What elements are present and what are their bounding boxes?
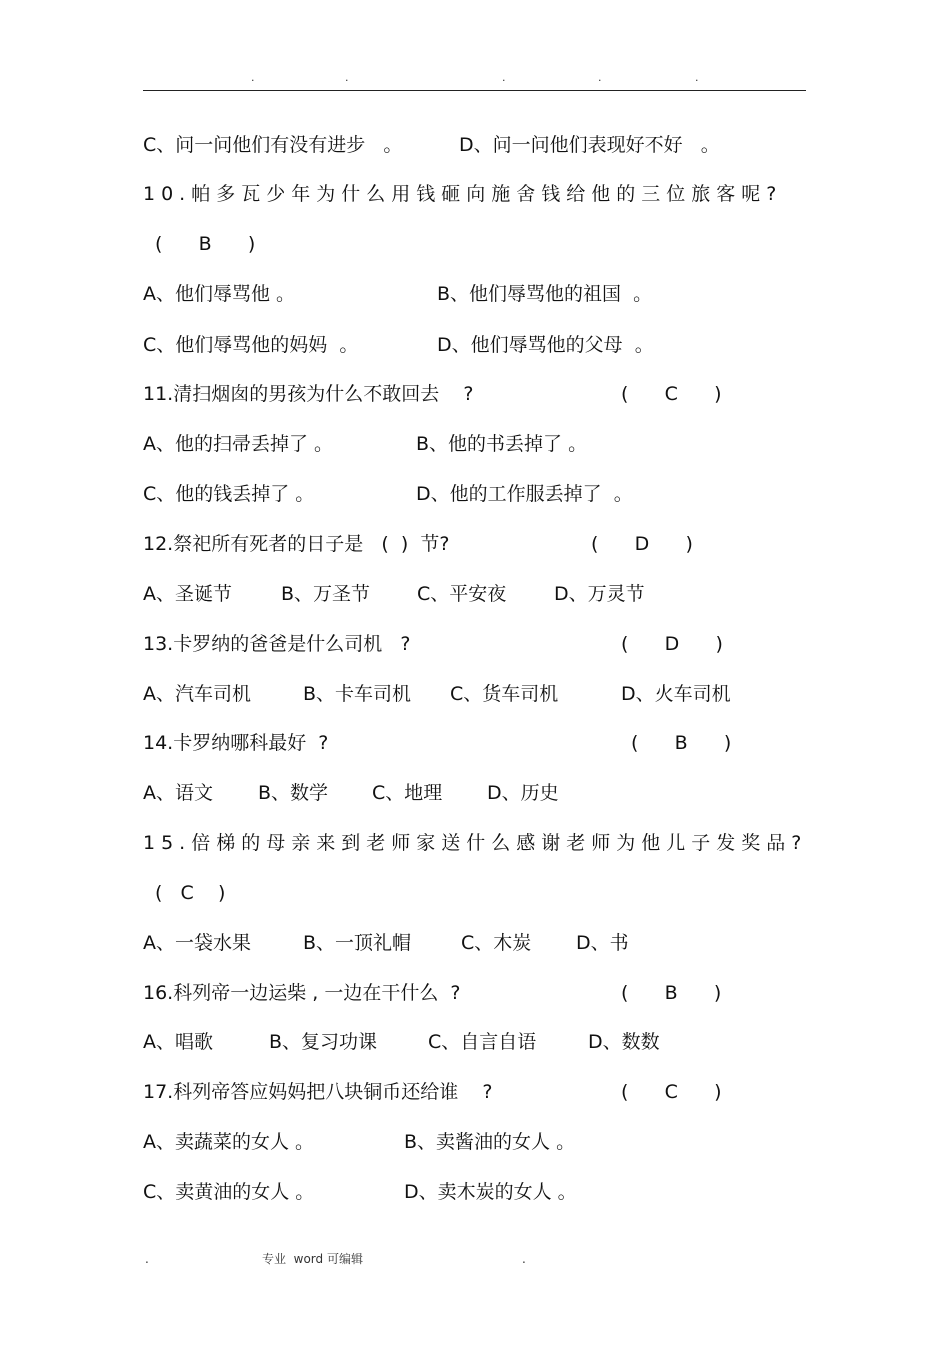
option-line	[143, 479, 633, 509]
answer-16: ( B )	[621, 982, 722, 1004]
option-c: C、自言自语	[428, 1031, 537, 1053]
option-b: B、万圣节	[281, 583, 371, 605]
question-line	[143, 1077, 722, 1107]
option-c: C、平安夜	[417, 583, 507, 605]
option-c: C、货车司机	[450, 683, 559, 705]
option-d: D、他的工作服丢掉了 。	[416, 483, 633, 505]
answer-13: ( D )	[621, 633, 723, 655]
option-line	[143, 1177, 577, 1207]
header-dot: .	[251, 71, 255, 84]
option-d: D、他们辱骂他的父母 。	[437, 334, 654, 356]
answer-14: ( B )	[631, 732, 732, 754]
question-12-text: 12.祭祀所有死者的日子是 ( ) 节?	[143, 533, 450, 555]
answer-line	[143, 878, 226, 908]
option-a: A、卖蔬菜的女人 。	[143, 1131, 315, 1153]
footer-dot-left: .	[145, 1252, 149, 1266]
header-dots	[0, 72, 950, 84]
option-d: D、问一问他们表现好不好 。	[459, 134, 720, 156]
option-d: D、书	[576, 932, 629, 954]
question-13-text: 13.卡罗纳的爸爸是什么司机 ?	[143, 633, 411, 655]
option-a: A、他们辱骂他 。	[143, 283, 296, 305]
question-11-text: 11.清扫烟囱的男孩为什么不敢回去 ?	[143, 383, 474, 405]
option-line	[143, 928, 629, 958]
option-d: D、卖木炭的女人 。	[404, 1181, 577, 1203]
answer-15: ( C )	[155, 882, 226, 904]
footer-dot-right: .	[522, 1252, 526, 1266]
option-a: A、他的扫帚丢掉了 。	[143, 433, 334, 455]
option-line	[143, 778, 559, 808]
header-dot: .	[695, 71, 699, 84]
question-14-text: 14.卡罗纳哪科最好 ?	[143, 732, 329, 754]
question-line	[143, 179, 783, 209]
answer-10: ( B )	[155, 233, 256, 255]
question-line	[143, 728, 732, 758]
footer-text: 专业 word 可编辑	[262, 1252, 363, 1266]
option-c: C、他们辱骂他的妈妈 。	[143, 334, 359, 356]
question-15-text: 15.倍梯的母亲来到老师家送什么感谢老师为他儿子发奖品?	[143, 832, 808, 854]
option-line	[143, 130, 720, 160]
option-c: C、他的钱丢掉了 。	[143, 483, 315, 505]
option-b: B、卖酱油的女人 。	[404, 1131, 576, 1153]
option-a: A、唱歌	[143, 1031, 213, 1053]
answer-12: ( D )	[591, 533, 693, 555]
option-a: A、汽车司机	[143, 683, 251, 705]
answer-line	[143, 229, 256, 259]
answer-17: ( C )	[621, 1081, 722, 1103]
option-c: C、木炭	[461, 932, 532, 954]
option-a: A、圣诞节	[143, 583, 232, 605]
header-dot: .	[502, 71, 506, 84]
option-d: D、火车司机	[621, 683, 731, 705]
option-c: C、地理	[372, 782, 443, 804]
option-c: C、卖黄油的女人 。	[143, 1181, 315, 1203]
option-a: A、语文	[143, 782, 213, 804]
option-c: C、问一问他们有没有进步 。	[143, 134, 403, 156]
question-line	[143, 978, 722, 1008]
option-b: B、一顶礼帽	[303, 932, 412, 954]
option-d: D、万灵节	[554, 583, 645, 605]
option-line	[143, 1027, 660, 1057]
question-line	[143, 828, 808, 858]
question-line	[143, 629, 723, 659]
option-b: B、他们辱骂他的祖国 。	[437, 283, 653, 305]
option-line	[143, 1127, 576, 1157]
option-b: B、复习功课	[269, 1031, 378, 1053]
option-b: B、他的书丢掉了 。	[416, 433, 588, 455]
header-dot: .	[345, 71, 349, 84]
option-line	[143, 330, 654, 360]
option-line	[143, 279, 653, 309]
header-dot: .	[598, 71, 602, 84]
question-10-text: 10.帕多瓦少年为什么用钱砸向施舍钱给他的三位旅客呢?	[143, 183, 783, 205]
option-b: B、数学	[258, 782, 329, 804]
option-line	[143, 429, 588, 459]
option-d: D、历史	[487, 782, 559, 804]
option-line	[143, 579, 645, 609]
question-line	[143, 379, 722, 409]
header-rule	[143, 90, 806, 91]
question-line	[143, 529, 693, 559]
option-a: A、一袋水果	[143, 932, 251, 954]
answer-11: ( C )	[621, 383, 722, 405]
question-16-text: 16.科列帝一边运柴 , 一边在干什么 ?	[143, 982, 461, 1004]
option-d: D、数数	[588, 1031, 660, 1053]
option-b: B、卡车司机	[303, 683, 412, 705]
question-17-text: 17.科列帝答应妈妈把八块铜币还给谁 ?	[143, 1081, 493, 1103]
option-line	[143, 679, 731, 709]
